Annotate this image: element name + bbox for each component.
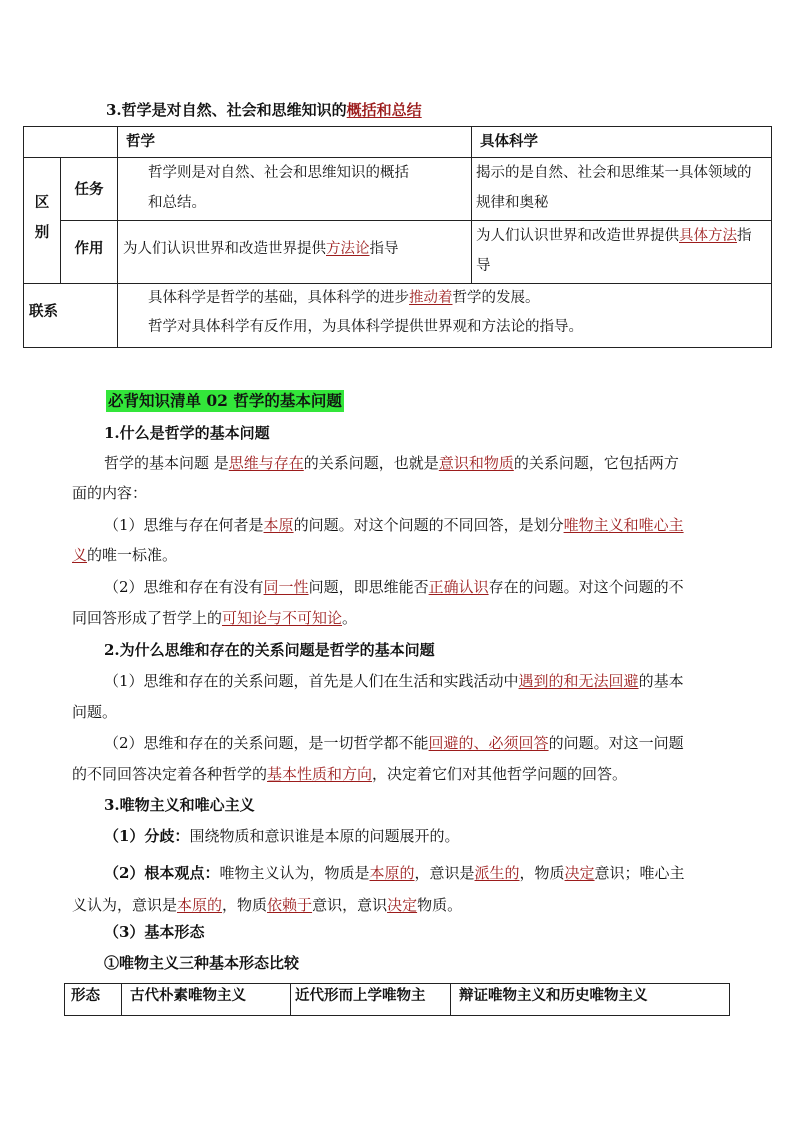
cell-role-philosophy: 为人们认识世界和改造世界提供方法论指导 [118,221,472,284]
section-banner: 必背知识清单 02 哲学的基本问题 [108,391,342,410]
q3-point-2-line-2: 义认为，意识是本原的，物质依赖于意识，意识决定物质。 [72,896,463,914]
q3-point-3: （3）基本形态 [104,923,205,941]
q1-point-2-line-1: （2）思维和存在有没有同一性问题，即思维能否正确认识存在的问题。对这个问题的不 [104,578,684,596]
q1-paragraph-1-line-2: 面的内容： [72,484,148,502]
q3-subtitle-comparison: ①唯物主义三种基本形态比较 [104,954,300,972]
q1-point-2-line-2: 同回答形成了哲学上的可知论与不可知论。 [72,609,358,627]
comparison-table [23,126,772,348]
q1-point-1-line-1: （1）思维与存在何者是本原的问题。对这个问题的不同回答，是划分唯物主义和唯心主 [104,516,684,534]
row-label-link: 联系 [24,284,118,347]
table2-header-modern: 近代形而上学唯物主 [291,984,451,1015]
cell-task-science: 揭示的是自然、社会和思维某一具体领域的 规律和奥秘 [472,158,771,221]
q1-paragraph-1-line-1: 哲学的基本问题 是思维与存在的关系问题，也就是意识和物质的关系问题，它包括两方 [104,454,679,472]
table-header-philosophy: 哲学 [118,127,472,158]
table-header-science: 具体科学 [472,127,771,158]
section-title-3: 3.哲学是对自然、社会和思维知识的概括和总结 [106,101,422,119]
cell-task-philosophy: 哲学则是对自然、社会和思维知识的概括 和总结。 [118,158,472,221]
forms-table [64,983,730,1016]
table-header-empty [24,127,118,158]
table2-header-dialectical: 辩证唯物主义和历史唯物主义 [459,987,648,1004]
row-group-difference: 区 别 [24,158,61,284]
question-2-title: 2.为什么思维和存在的关系问题是哲学的基本问题 [104,641,435,659]
q3-point-1: （1）分歧：围绕物质和意识谁是本原的问题展开的。 [104,827,460,845]
q2-point-1-line-2: 问题。 [72,703,118,721]
row-label-role: 作用 [61,221,118,284]
q2-point-1-line-1: （1）思维和存在的关系问题，首先是人们在生活和实践活动中遇到的和无法回避的基本 [104,672,684,690]
q1-point-1-line-2: 义的唯一标准。 [72,546,178,564]
question-3-title: 3.唯物主义和唯心主义 [104,796,255,814]
table2-header-form: 形态 [65,984,122,1015]
question-1-title: 1.什么是哲学的基本问题 [104,424,270,442]
table2-header-ancient: 古代朴素唯物主义 [122,984,291,1015]
cell-link: 具体科学是哲学的基础，具体科学的进步推动着哲学的发展。 哲学对具体科学有反作用，为具体科学提供世界观和方法论的指导。 [148,290,583,335]
highlight-text: 概括和总结 [346,101,422,119]
q2-point-2-line-1: （2）思维和存在的关系问题，是一切哲学都不能回避的、必须回答的问题。对这一问题 [104,734,684,752]
q2-point-2-line-2: 的不同回答决定着各种哲学的基本性质和方向，决定着它们对其他哲学问题的回答。 [72,765,628,783]
q3-point-2-line-1: （2）根本观点：唯物主义认为，物质是本原的，意识是派生的，物质决定意识；唯心主 [104,864,685,882]
cell-role-science: 为人们认识世界和改造世界提供具体方法指 导 [472,221,771,284]
row-label-task: 任务 [61,158,118,221]
